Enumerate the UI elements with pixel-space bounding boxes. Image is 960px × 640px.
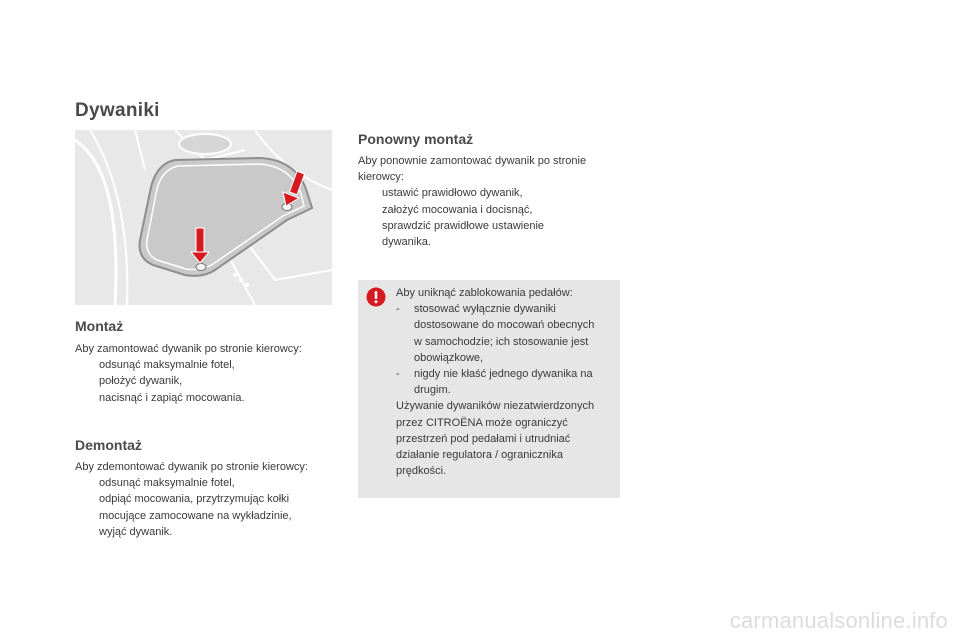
ponowny-text xyxy=(358,153,620,250)
list-item: położyć dywanik, xyxy=(99,375,183,388)
list-item: ustawić prawidłowo dywanik, xyxy=(382,187,523,200)
list-item: wyjąć dywanik. xyxy=(99,525,173,538)
warning-icon xyxy=(366,287,386,307)
page-title: Dywaniki xyxy=(75,100,160,121)
section-title-demontaz: Demontaż xyxy=(75,437,142,453)
list-item: - stosować wyłącznie dywaniki dostosowane do mocowań obecnych w samochodzie; ich stosowanie jest obowiązkowe, xyxy=(396,303,595,364)
montaz-intro: Aby zamontować dywanik po stronie kierowcy: xyxy=(75,343,302,355)
list-item: nacisnąć i zapiąć mocowania. xyxy=(99,391,245,404)
list-item: założyć mocowania i docisnąć, xyxy=(382,203,533,216)
warning-content xyxy=(396,285,611,479)
list-item: odsunąć maksymalnie fotel, xyxy=(99,477,235,490)
warning-box xyxy=(358,280,620,498)
warning-note: Używanie dywaników niezatwierdzonych przez CITROËNA może ograniczyć przestrzeń pod pedałami i utrudniać działanie regulatora / ogranicznika prędkości. xyxy=(396,400,595,478)
section-title-montaz: Montaż xyxy=(75,318,124,334)
warning-intro: Aby uniknąć zablokowania pedałów: xyxy=(396,287,573,299)
section-title-ponowny: Ponowny montaż xyxy=(358,131,474,147)
list-item: odsunąć maksymalnie fotel, xyxy=(99,359,235,372)
ponowny-intro: Aby ponownie zamontować dywanik po stronie kierowcy: xyxy=(358,155,587,184)
floor-mat-illustration xyxy=(75,130,332,305)
watermark: carmanualsonline.info xyxy=(729,608,948,633)
list-item: odpiąć mocowania, przytrzymując kołki mocujące zamocowane na wykładzinie, xyxy=(99,493,292,522)
list-item: - nigdy nie kłaść jednego dywanika na drugim. xyxy=(396,368,593,397)
list-item: sprawdzić prawidłowe ustawienie dywanika. xyxy=(382,219,545,249)
demontaz-intro: Aby zdemontować dywanik po stronie kierowcy: xyxy=(75,461,308,473)
demontaz-text xyxy=(75,459,325,540)
montaz-text xyxy=(75,341,345,406)
